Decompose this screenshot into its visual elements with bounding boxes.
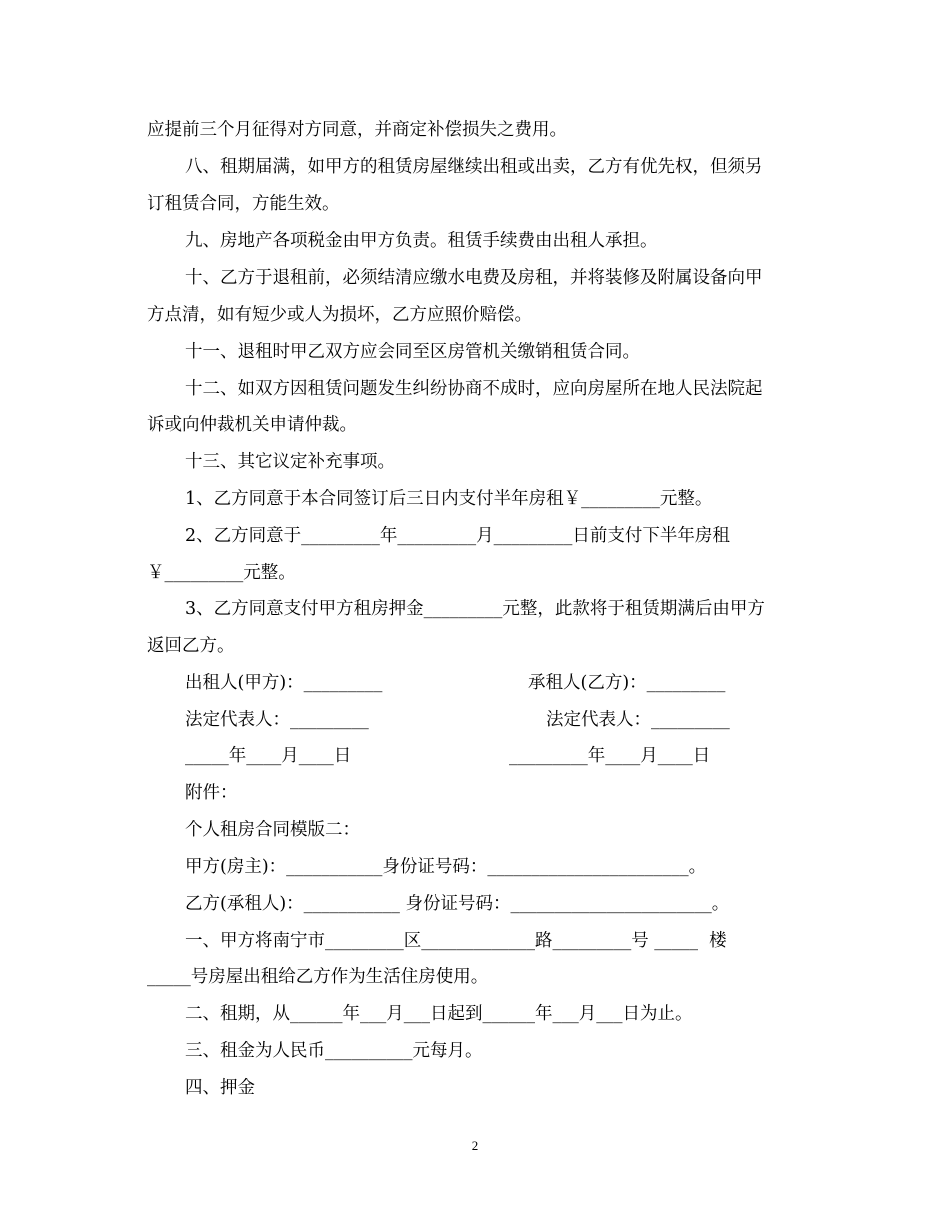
text-line: 二、租期，从______年___月___日起到______年___月___日为止。: [185, 1004, 693, 1024]
text-line: 十二、如双方因租赁问题发生纠纷协商不成时，应向房屋所在地人民法院起: [185, 379, 763, 399]
text-line: 十一、退租时甲乙双方应会同至区房管机关缴销租赁合同。: [185, 342, 640, 362]
text-line: 四、押金: [185, 1078, 255, 1098]
text-line: 一、甲方将南宁市_________区_____________路_________号 _____ 楼: [185, 931, 727, 951]
lessor-date-field: _____年____月____日: [185, 746, 352, 766]
text-line: 十三、其它议定补充事项。: [185, 452, 395, 472]
text-line: 订租赁合同，方能生效。: [147, 194, 340, 214]
text-line: 三、租金为人民币__________元每月。: [185, 1041, 483, 1061]
text-line: 2、乙方同意于_________年_________月_________日前支付下半年房租: [185, 526, 730, 546]
text-line: 1、乙方同意于本合同签订后三日内支付半年房租￥_________元整。: [185, 489, 713, 509]
text-line: 方点清，如有短少或人为损坏，乙方应照价赔偿。: [147, 305, 532, 325]
page-number: 2: [471, 1138, 479, 1153]
text-line: 3、乙方同意支付甲方租房押金_________元整，此款将于租赁期满后由甲方: [185, 599, 765, 619]
text-line: 附件：: [185, 783, 238, 803]
lessee-signature-label: 承租人(乙方)：_________: [528, 673, 726, 693]
text-line: 八、租期届满，如甲方的租赁房屋继续出租或出卖，乙方有优先权，但须另: [185, 157, 763, 177]
text-line: 十、乙方于退租前，必须结清应缴水电费及房租，并将装修及附属设备向甲: [185, 268, 763, 288]
section-heading: 个人租房合同模版二：: [185, 820, 360, 840]
lessee-date-field: _________年____月____日: [509, 746, 711, 766]
lessee-representative-label: 法定代表人：_________: [546, 710, 730, 730]
text-line: ￥_________元整。: [147, 563, 296, 583]
lessor-representative-label: 法定代表人：_________: [185, 710, 369, 730]
text-line: 九、房地产各项税金由甲方负责。租赁手续费由出租人承担。: [185, 231, 658, 251]
text-line: 返回乙方。: [147, 636, 235, 656]
text-line: 乙方(承租人)：___________ 身份证号码：_______________________。: [185, 894, 730, 914]
text-line: 甲方(房主)：___________身份证号码：_______________________。: [185, 857, 707, 877]
text-line: 应提前三个月征得对方同意，并商定补偿损失之费用。: [147, 120, 567, 140]
text-line: _____号房屋出租给乙方作为生活住房使用。: [147, 967, 489, 987]
text-line: 诉或向仲裁机关申请仲裁。: [147, 415, 357, 435]
lessor-signature-label: 出租人(甲方)：_________: [185, 673, 383, 693]
